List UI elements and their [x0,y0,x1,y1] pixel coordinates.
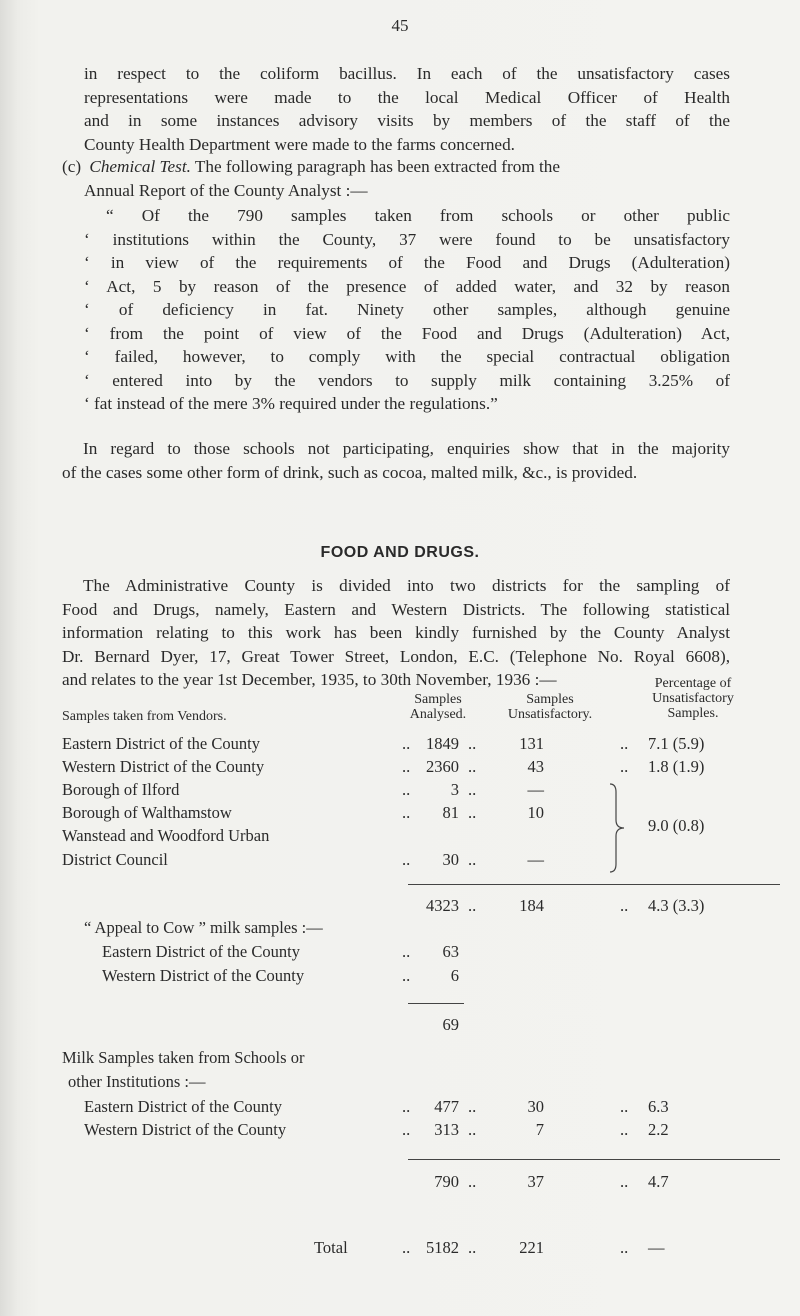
leader-dots: .. [468,734,477,753]
quote-line: “ Of the 790 samples taken from schools or other public [106,206,730,225]
leader-dots: .. [402,1097,411,1116]
leader-dots: .. [468,1172,477,1191]
row-label: Western District of the County [102,966,305,985]
unsatisfactory-value: 7 [535,1120,544,1139]
analysed-value: 2360 [426,757,459,776]
regard-paragraph [62,437,730,484]
percentage-value: 6.3 [648,1097,669,1116]
regard-line: In regard to those schools not participating, enquiries show that in the majority [83,439,730,458]
row-label: Eastern District of the County [102,942,300,961]
intro-line: County Health Department were made to the farms concerned. [84,134,515,154]
row-label: District Council [62,850,168,869]
row-label: Western District of the County [62,757,265,776]
unsatisfactory-total: 184 [519,896,544,915]
leader-dots: .. [620,1172,629,1191]
chemical-test-text: The following paragraph has been extracted from the [190,157,560,176]
total-label: Total [314,1238,348,1257]
section-heading: FOOD AND DRUGS. [320,544,480,561]
quote-line: ‘ Act, 5 by reason of the presence of added water, and 32 by reason [84,276,730,296]
unsatisfactory-value: 10 [527,803,544,822]
rule [408,1159,780,1160]
analysed-value: 3 [450,780,459,799]
unsatisfactory-value: 131 [519,734,544,753]
percentage-total: 4.3 (3.3) [648,896,705,915]
leader-dots: .. [620,734,629,753]
leader-dots: .. [402,734,411,753]
analysed-total: 790 [434,1172,459,1191]
intro-paragraph [84,62,730,156]
unsatisfactory-value: 30 [527,1097,544,1116]
unsatisfactory-value: 43 [527,757,544,776]
intro-line: representations were made to the local Medical Officer of Health [84,87,730,107]
col-header-source: Samples taken from Vendors. [62,709,227,724]
analysed-total: 4323 [426,896,459,915]
leader-dots: .. [402,757,411,776]
item-label: (c) [62,157,82,176]
leader-dots: .. [402,1238,411,1257]
quote-line: ‘ entered into by the vendors to supply milk containing 3.25% of [84,370,730,390]
percentage-value: 2.2 [648,1120,669,1139]
food-line: and relates to the year 1st December, 1935, to 30th November, 1936 :— [62,670,557,689]
header-line: Samples [414,692,462,707]
quote-line: ‘ failed, however, to comply with the special contractual obligation [84,347,730,366]
appeal-total: 69 [442,1015,459,1034]
leader-dots: .. [402,942,411,961]
regard-line: of the cases some other form of drink, such as cocoa, malted milk, &c., is provided. [62,462,638,482]
food-drugs-paragraph [62,574,730,692]
analysed-value: 477 [434,1097,459,1116]
rule [408,1003,464,1004]
rule [408,884,780,885]
unsatisfactory-grand-total: 221 [519,1238,544,1257]
chemical-test-section [62,155,730,202]
percentage-value: 1.8 (1.9) [648,757,705,776]
page-number: 45 [391,16,409,35]
chemical-test-line: Annual Report of the County Analyst :— [84,180,368,200]
analysed-value: 6 [450,966,459,985]
analysed-value: 313 [434,1120,459,1139]
leader-dots: .. [402,803,411,822]
leader-dots: .. [620,1238,629,1257]
leader-dots: .. [620,896,629,915]
row-label: Borough of Walthamstow [62,803,232,822]
analysed-grand-total: 5182 [426,1238,459,1257]
intro-line: and in some instances advisory visits by members of the staff of the [84,111,730,130]
analysed-value: 30 [442,850,459,869]
analysed-value: 63 [442,942,459,961]
header-line: Unsatisfactory. [507,707,593,722]
row-label: Western District of the County [84,1120,287,1139]
chemical-test-title: Chemical Test. [89,157,191,176]
quote-line: ‘ from the point of view of the Food and Drugs (Adulteration) Act, [84,323,730,343]
leader-dots: .. [468,850,477,869]
food-line: Dr. Bernard Dyer, 17, Great Tower Street, London, E.C. (Telephone No. Royal 6608), [62,646,730,666]
unsatisfactory-total: 37 [527,1172,544,1191]
intro-line: in respect to the coliform bacillus. In each of the unsatisfactory cases [84,64,730,83]
food-line: Food and Drugs, namely, Eastern and Western Districts. The following statistical [62,599,730,619]
appeal-title: “ Appeal to Cow ” milk samples :— [84,918,323,937]
leader-dots: .. [468,896,477,915]
col-header-percentage [628,676,758,721]
header-line: Percentage of [654,676,732,691]
quote-line: ‘ fat instead of the mere 3% required under the regulations.” [84,394,498,413]
analysed-value: 81 [442,803,459,822]
quote-line: ‘ in view of the requirements of the Food and Drugs (Adulteration) [84,253,730,272]
group-percentage-value: 9.0 (0.8) [648,816,705,835]
right-brace [608,782,630,874]
header-line: Samples [526,692,574,707]
food-line: information relating to this work has been kindly furnished by the County Analyst [62,623,730,642]
unsatisfactory-value: — [527,850,544,869]
leader-dots: .. [402,780,411,799]
header-line: Samples. [667,706,719,721]
quote-line: ‘ institutions within the County, 37 were found to be unsatisfactory [84,229,730,249]
leader-dots: .. [468,757,477,776]
leader-dots: .. [620,1097,629,1116]
header-line: Unsatisfactory [652,691,734,706]
leader-dots: .. [402,850,411,869]
col-header-unsatisfactory [490,692,610,722]
row-label: Eastern District of the County [62,734,260,753]
unsatisfactory-value: — [527,780,544,799]
percentage-value: 7.1 (5.9) [648,734,705,753]
leader-dots: .. [468,1097,477,1116]
row-label: Borough of Ilford [62,780,180,799]
chemical-test-line [62,155,730,179]
col-header-analysed [393,692,483,722]
school-title: other Institutions :— [68,1072,206,1091]
analysed-value: 1849 [426,734,459,753]
leader-dots: .. [402,1120,411,1139]
school-title: Milk Samples taken from Schools or [62,1048,305,1067]
header-line: Analysed. [409,707,467,722]
leader-dots: .. [468,1238,477,1257]
leader-dots: .. [468,1120,477,1139]
leader-dots: .. [402,966,411,985]
leader-dots: .. [620,757,629,776]
analyst-quote [84,204,730,416]
row-label: Wanstead and Woodford Urban [62,826,270,845]
food-line: The Administrative County is divided into two districts for the sampling of [83,576,730,595]
percentage-total: 4.7 [648,1172,669,1191]
row-label: Eastern District of the County [84,1097,282,1116]
quote-line: ‘ of deficiency in fat. Ninety other samples, although genuine [84,300,730,319]
leader-dots: .. [620,1120,629,1139]
percentage-grand-total: — [648,1238,665,1257]
leader-dots: .. [468,803,477,822]
leader-dots: .. [468,780,477,799]
